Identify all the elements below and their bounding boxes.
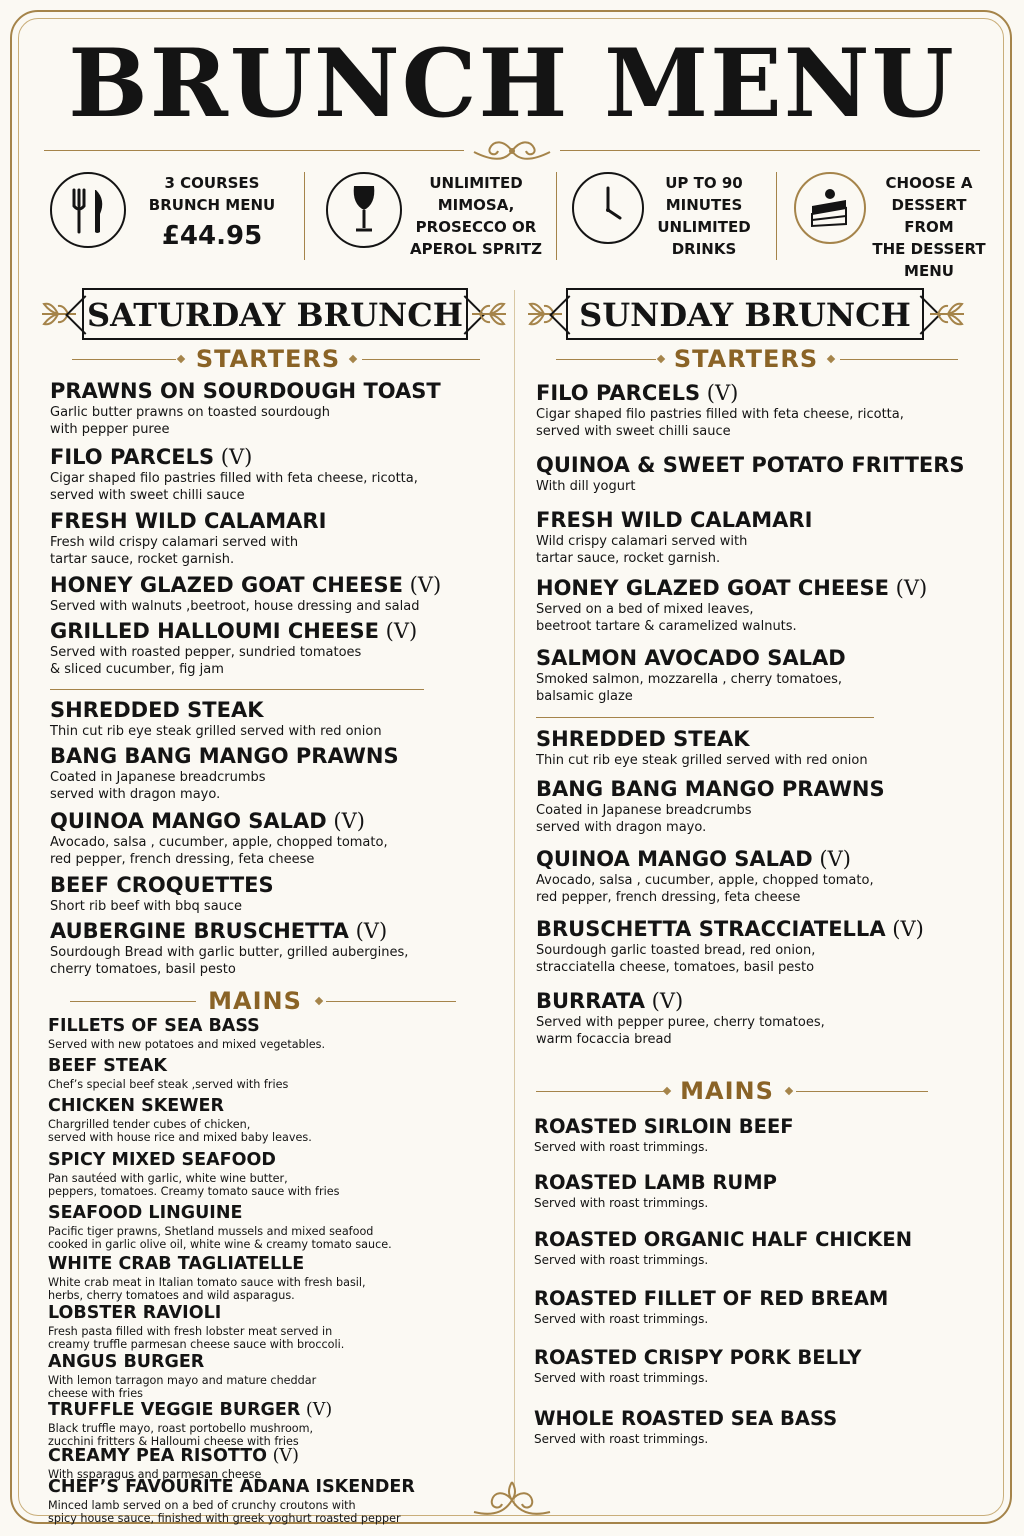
vegetarian-marker: (V) <box>326 809 365 833</box>
menu-item-name: PRAWNS ON SOURDOUGH TOAST <box>50 379 441 403</box>
vegetarian-marker: (V) <box>644 989 684 1013</box>
starters-rule <box>362 359 480 360</box>
menu-item-description: Coated in Japanese breadcrumbs served with dragon mayo. <box>50 770 266 803</box>
menu-item-name: BANG BANG MANGO PRAWNS <box>50 744 399 768</box>
menu-item <box>48 1352 316 1401</box>
menu-item-name: SEAFOOD LINGUINE <box>48 1203 243 1223</box>
menu-item-description: Smoked salmon, mozzarella , cherry tomatoes, balsamic glaze <box>536 672 842 705</box>
starters-rule <box>556 359 656 360</box>
flourish-ornament-icon <box>464 138 560 164</box>
flourish-ornament-icon <box>470 1478 554 1522</box>
cake-slice-icon-circle <box>794 172 866 244</box>
menu-item-description: Short rib beef with bbq sauce <box>50 899 243 915</box>
menu-item-name: FRESH WILD CALAMARI <box>50 509 327 533</box>
sunday-banner: SUNDAY BRUNCH <box>566 288 924 340</box>
saturday-banner: SATURDAY BRUNCH <box>82 288 468 340</box>
menu-item-description: Served with roast trimmings. <box>534 1196 709 1211</box>
menu-item <box>50 508 326 568</box>
menu-item-name: BEEF STEAK <box>48 1056 167 1076</box>
menu-item <box>48 1400 332 1449</box>
mains-rule <box>796 1091 928 1092</box>
mains-rule <box>326 1001 456 1002</box>
vegetarian-marker: (V) <box>267 1446 299 1466</box>
menu-item-name: LOBSTER RAVIOLI <box>48 1303 222 1323</box>
menu-item <box>50 697 382 740</box>
menu-item <box>536 726 868 769</box>
menu-item <box>48 1150 339 1199</box>
menu-item-name: ANGUS BURGER <box>48 1352 205 1372</box>
menu-item <box>48 1477 415 1526</box>
menu-item-description: Wild crispy calamari served with tartar sauce, rocket garnish. <box>536 534 748 567</box>
brunch-price: £44.95 <box>161 221 263 251</box>
menu-item <box>536 776 885 836</box>
vegetarian-marker: (V) <box>885 917 924 941</box>
header-rule-right <box>560 150 980 151</box>
wine-glass-icon-circle <box>326 172 402 248</box>
menu-item-name: ROASTED SIRLOIN BEEF <box>534 1115 794 1138</box>
menu-item-name: FRESH WILD CALAMARI <box>536 508 813 532</box>
menu-item-description: Thin cut rib eye steak grilled served with red onion <box>50 724 382 740</box>
menu-item-name: QUINOA MANGO SALAD (V) <box>50 809 365 833</box>
info-dessert-text: CHOOSE A DESSERT FROM THE DESSERT MENU <box>872 174 986 280</box>
menu-item-description: Coated in Japanese breadcrumbs served with dragon mayo. <box>536 803 752 836</box>
menu-item-description: Thin cut rib eye steak grilled served with red onion <box>536 753 868 769</box>
menu-item <box>48 1303 344 1352</box>
menu-item <box>534 1115 794 1155</box>
vegetarian-marker: (V) <box>888 576 928 600</box>
header-rule-left <box>44 150 464 151</box>
menu-item <box>50 618 417 678</box>
menu-item <box>48 1254 366 1303</box>
menu-item-name: HONEY GLAZED GOAT CHEESE (V) <box>536 576 928 600</box>
leaf-ornament-icon <box>470 296 510 332</box>
vegetarian-marker: (V) <box>379 619 418 643</box>
menu-item-description: Avocado, salsa , cucumber, apple, chopped tomato, red pepper, french dressing, feta cheese <box>536 873 874 906</box>
vegetarian-marker: (V) <box>700 381 739 405</box>
menu-item <box>50 872 274 915</box>
menu-item-description: Served on a bed of mixed leaves, beetroot tartare & caramelized walnuts. <box>536 602 797 635</box>
cake-slice-icon <box>796 174 864 242</box>
clock-icon-circle <box>572 172 644 244</box>
menu-item <box>536 645 846 705</box>
menu-item-description: Sourdough garlic toasted bread, red onion, stracciatella cheese, tomatoes, basil pesto <box>536 943 816 976</box>
menu-item-name: ROASTED LAMB RUMP <box>534 1171 777 1194</box>
menu-item <box>48 1096 312 1145</box>
starters-divider <box>50 689 424 690</box>
menu-item-name: WHOLE ROASTED SEA BASS <box>534 1407 838 1430</box>
menu-item-description: Sourdough Bread with garlic butter, grilled aubergines, cherry tomatoes, basil pesto <box>50 945 409 978</box>
mains-rule <box>536 1091 664 1092</box>
menu-item <box>50 572 441 615</box>
menu-item-name: SHREDDED STEAK <box>536 727 750 751</box>
menu-item <box>48 1056 288 1091</box>
menu-item-name: ROASTED CRISPY PORK BELLY <box>534 1346 862 1369</box>
menu-item-description: Cigar shaped filo pastries filled with feta cheese, ricotta, served with sweet chilli sauce <box>50 471 418 504</box>
menu-item-description: Minced lamb served on a bed of crunchy croutons with spicy house sauce, finished with greek yoghurt roasted pepper <box>48 1498 401 1526</box>
menu-item <box>534 1171 777 1211</box>
menu-item <box>50 918 408 978</box>
vegetarian-marker: (V) <box>300 1400 333 1420</box>
menu-item-name: FILO PARCELS (V) <box>536 381 739 405</box>
menu-item-name: CHICKEN SKEWER <box>48 1096 224 1116</box>
menu-item-name: BANG BANG MANGO PRAWNS <box>536 777 885 801</box>
mains-rule <box>70 1001 196 1002</box>
starters-rule <box>72 359 176 360</box>
menu-item-name: QUINOA & SWEET POTATO FRITTERS <box>536 453 965 477</box>
vegetarian-marker: (V) <box>402 573 442 597</box>
menu-item-description: With dill yogurt <box>536 479 636 495</box>
menu-item-description: Cigar shaped filo pastries filled with feta cheese, ricotta, served with sweet chilli sauce <box>536 407 904 440</box>
menu-item-description: Served with roast trimmings. <box>534 1253 709 1268</box>
menu-item-description: Black truffle mayo, roast portobello mushroom, zucchini fritters & Halloumi cheese with fries <box>48 1421 314 1449</box>
menu-item <box>50 743 399 803</box>
info-divider <box>776 172 777 260</box>
menu-item <box>48 1016 325 1051</box>
menu-item <box>536 380 904 440</box>
cutlery-icon-circle <box>50 172 126 248</box>
info-drinks-text: UNLIMITED MIMOSA, PROSECCO OR APEROL SPRITZ <box>410 174 542 258</box>
menu-item-name: BURRATA (V) <box>536 989 684 1013</box>
menu-item-description: Fresh pasta filled with fresh lobster meat served in creamy truffle parmesan cheese sauce with broccoli. <box>48 1324 345 1352</box>
menu-item-description: Avocado, salsa , cucumber, apple, chopped tomato, red pepper, french dressing, feta cheese <box>50 835 388 868</box>
info-drinks <box>326 168 542 266</box>
menu-item-description: Served with walnuts ,beetroot, house dressing and salad <box>50 599 420 615</box>
cutlery-icon <box>52 174 124 246</box>
menu-item-description: Served with roast trimmings. <box>534 1432 709 1447</box>
menu-item-description: With lemon tarragon mayo and mature cheddar cheese with fries <box>48 1373 317 1401</box>
menu-item-name: FILO PARCELS (V) <box>50 445 253 469</box>
menu-item-name: BEEF CROQUETTES <box>50 873 274 897</box>
menu-item <box>534 1287 888 1327</box>
vegetarian-marker: (V) <box>812 847 851 871</box>
menu-item-name: SPICY MIXED SEAFOOD <box>48 1150 276 1170</box>
menu-item <box>48 1203 392 1252</box>
menu-item-name: FILLETS OF SEA BASS <box>48 1016 260 1036</box>
menu-item <box>536 452 965 495</box>
saturday-mains-heading: MAINS <box>208 987 302 1015</box>
menu-item-name: GRILLED HALLOUMI CHEESE (V) <box>50 619 418 643</box>
menu-item-description: White crab meat in Italian tomato sauce with fresh basil, herbs, cherry tomatoes and wild asparagus. <box>48 1275 366 1303</box>
menu-item-name: ROASTED ORGANIC HALF CHICKEN <box>534 1228 913 1251</box>
info-time <box>572 168 772 266</box>
menu-item-description: Served with new potatoes and mixed vegetables. <box>48 1037 326 1051</box>
menu-item-description: Chargrilled tender cubes of chicken, served with house rice and mixed baby leaves. <box>48 1117 312 1145</box>
starters-rule <box>840 359 958 360</box>
starters-divider <box>536 717 874 718</box>
sunday-starters-heading: STARTERS <box>673 345 819 373</box>
menu-item-description: Chef’s special beef steak ,served with fries <box>48 1077 289 1091</box>
column-divider <box>514 290 515 1506</box>
menu-item <box>534 1407 837 1447</box>
menu-item-name: SHREDDED STEAK <box>50 698 264 722</box>
menu-item-name: BRUSCHETTA STRACCIATELLA (V) <box>536 917 924 941</box>
menu-item <box>536 916 924 976</box>
saturday-starters-heading: STARTERS <box>195 345 341 373</box>
menu-item <box>50 444 418 504</box>
menu-item-description: Served with roast trimmings. <box>534 1312 709 1327</box>
menu-item <box>536 507 812 567</box>
menu-item-description: Pan sautéed with garlic, white wine butter, peppers, tomatoes. Creamy tomato sauce with fries <box>48 1171 340 1199</box>
vegetarian-marker: (V) <box>214 445 253 469</box>
page-title: BRUNCH MENU <box>68 29 956 139</box>
menu-item <box>50 378 441 438</box>
menu-item <box>536 575 927 635</box>
info-time-text: UP TO 90 MINUTES UNLIMITED DRINKS <box>657 174 751 258</box>
menu-item-description: Garlic butter prawns on toasted sourdough with pepper puree <box>50 405 331 438</box>
menu-item <box>534 1346 862 1386</box>
info-divider <box>556 172 557 260</box>
menu-item-description: Pacific tiger prawns, Shetland mussels and mixed seafood cooked in garlic olive oil, white wine & creamy tomato sauce. <box>48 1224 392 1252</box>
menu-item-name: AUBERGINE BRUSCHETTA (V) <box>50 919 388 943</box>
info-dessert <box>794 168 994 280</box>
menu-item <box>536 846 874 906</box>
menu-item-description: Served with roast trimmings. <box>534 1371 709 1386</box>
menu-item-name: SALMON AVOCADO SALAD <box>536 646 846 670</box>
sunday-mains-heading: MAINS <box>680 1077 774 1105</box>
menu-item-description: Served with roasted pepper, sundried tomatoes & sliced cucumber, fig jam <box>50 645 362 678</box>
menu-item-description: Served with roast trimmings. <box>534 1140 709 1155</box>
menu-item-name: QUINOA MANGO SALAD (V) <box>536 847 851 871</box>
menu-item-name: TRUFFLE VEGGIE BURGER (V) <box>48 1400 333 1420</box>
info-courses <box>50 168 290 266</box>
menu-item <box>50 808 388 868</box>
info-courses-text: 3 COURSES BRUNCH MENU £44.95 <box>136 172 288 256</box>
info-divider <box>304 172 305 260</box>
menu-item-name: CREAMY PEA RISOTTO (V) <box>48 1446 299 1466</box>
menu-item-description: With ssparagus and parmesan cheese <box>48 1467 262 1481</box>
menu-item-name: HONEY GLAZED GOAT CHEESE (V) <box>50 573 442 597</box>
vegetarian-marker: (V) <box>348 919 388 943</box>
leaf-ornament-icon <box>928 296 968 332</box>
menu-item <box>536 988 825 1048</box>
menu-item-name: WHITE CRAB TAGLIATELLE <box>48 1254 305 1274</box>
menu-item-description: Fresh wild crispy calamari served with tartar sauce, rocket garnish. <box>50 535 299 568</box>
menu-item-description: Served with pepper puree, cherry tomatoes, warm focaccia bread <box>536 1015 825 1048</box>
menu-item-name: CHEF’S FAVOURITE ADANA ISKENDER <box>48 1477 415 1497</box>
clock-icon <box>574 174 642 242</box>
wine-glass-icon <box>328 174 400 246</box>
menu-item-name: ROASTED FILLET OF RED BREAM <box>534 1287 889 1310</box>
menu-item <box>534 1228 912 1268</box>
